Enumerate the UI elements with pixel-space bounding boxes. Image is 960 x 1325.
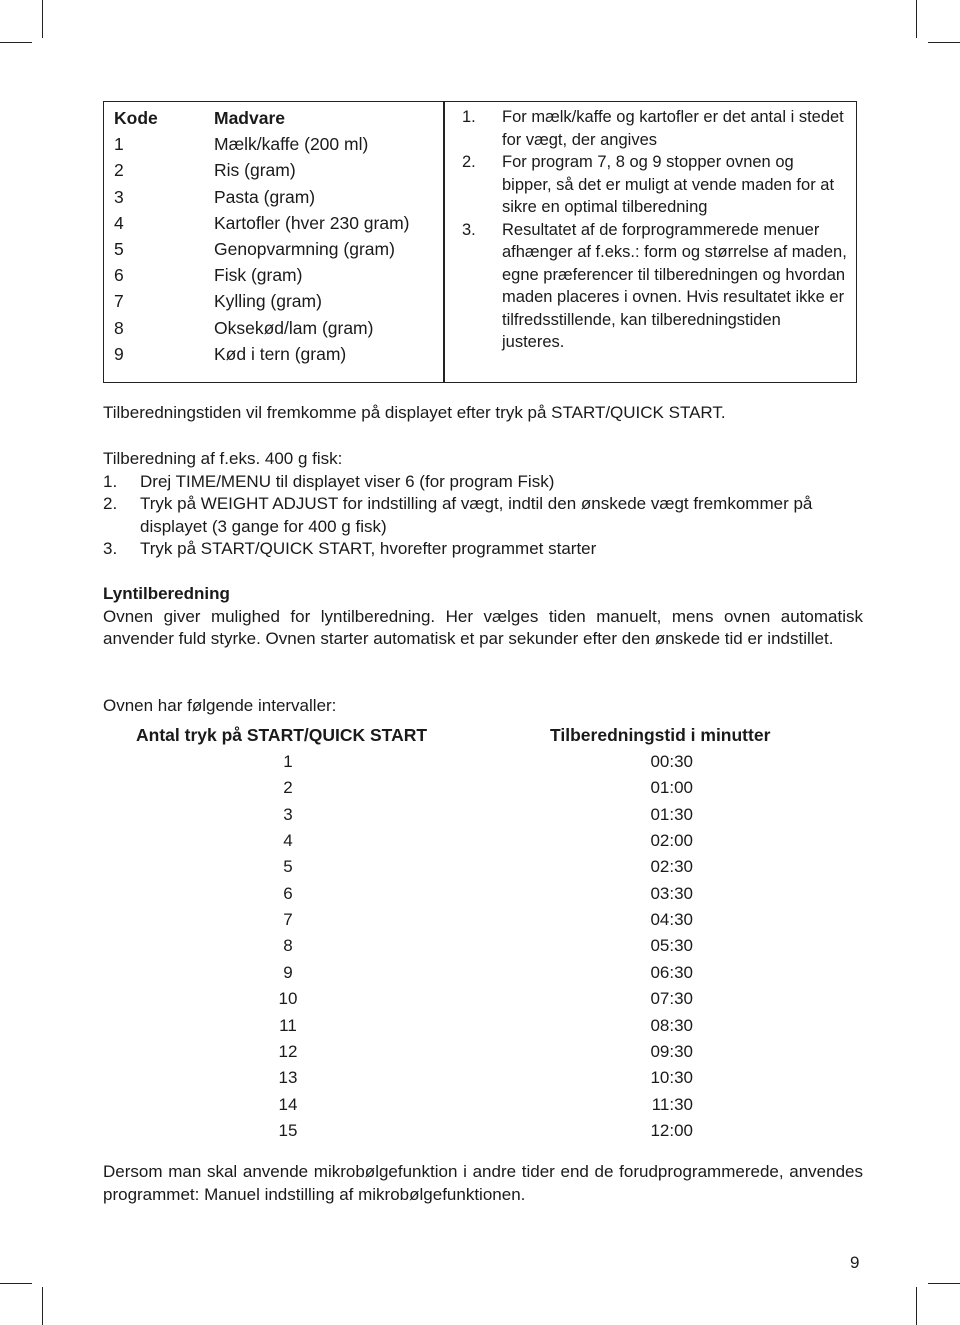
presses-cell: 12 [278, 1041, 298, 1061]
example-section [103, 448, 863, 561]
food-cell: Kartofler (hver 230 gram) [214, 212, 410, 233]
table-row [103, 986, 863, 1012]
table-row [103, 1013, 863, 1039]
time-cell: 04:30 [650, 910, 693, 930]
list-item [103, 538, 863, 561]
time-cell: 07:30 [650, 989, 693, 1009]
table-row [103, 881, 863, 907]
presses-cell: 15 [278, 1120, 298, 1140]
table-row [103, 1039, 863, 1065]
presses-cell: 3 [283, 804, 293, 824]
table-row [114, 288, 434, 314]
code-cell: 3 [114, 186, 124, 207]
table-row [103, 854, 863, 880]
time-cell: 02:30 [650, 857, 693, 877]
display-info [103, 402, 863, 425]
intervals-intro: Ovnen har følgende intervaller: [103, 696, 337, 715]
presses-cell: 8 [283, 936, 293, 956]
table-row [103, 1065, 863, 1091]
presses-cell: 4 [283, 831, 293, 851]
program-codes-table [114, 105, 434, 367]
note-text: For program 7, 8 og 9 stopper ovnen og bipper, så det er muligt at vende maden for at sikre en optimal tilberedning [502, 153, 835, 216]
table-row [114, 157, 434, 183]
food-cell: Genopvarmning (gram) [214, 238, 395, 259]
food-cell: Pasta (gram) [214, 186, 316, 207]
step-text: Tryk på START/QUICK START, hvorefter programmet starter [140, 539, 597, 558]
crop-mark [928, 42, 960, 43]
example-title: Tilberedning af f.eks. 400 g fisk: [103, 449, 343, 468]
crop-mark [42, 0, 43, 38]
note-item [462, 106, 847, 151]
intervals-intro-block [103, 695, 863, 718]
code-cell: 7 [114, 291, 124, 312]
step-number: 3. [103, 539, 118, 558]
time-cell: 10:30 [650, 1068, 693, 1088]
code-cell: 9 [114, 343, 124, 364]
crop-mark [928, 1283, 960, 1284]
time-cell: 02:00 [650, 831, 693, 851]
time-cell: 12:00 [650, 1120, 693, 1140]
crop-mark [0, 1283, 32, 1284]
step-number: 2. [103, 494, 118, 513]
table-row [103, 933, 863, 959]
step-text: Drej TIME/MENU til displayet viser 6 (for program Fisk) [140, 471, 555, 491]
time-cell: 00:30 [650, 752, 693, 771]
note-number: 1. [462, 108, 476, 126]
presses-cell: 7 [283, 910, 293, 930]
note-number: 2. [462, 153, 476, 171]
time-cell: 01:00 [650, 778, 693, 798]
presses-cell: 10 [278, 989, 298, 1009]
quick-section [103, 583, 863, 651]
time-cell: 06:30 [650, 962, 693, 982]
intervals-table [103, 722, 863, 1140]
table-header [103, 722, 863, 748]
table-row [103, 1118, 863, 1144]
header-time: Tilberedningstid i minutter [550, 725, 771, 745]
table-row [103, 907, 863, 933]
food-cell: Kød i tern (gram) [214, 343, 347, 364]
presses-cell: 6 [283, 883, 293, 903]
food-cell: Oksekød/lam (gram) [214, 317, 374, 338]
time-cell: 05:30 [650, 936, 693, 956]
crop-mark [0, 42, 32, 43]
presses-cell: 13 [278, 1068, 298, 1088]
quick-text: Ovnen giver mulighed for lyntilberedning. Her vælges tiden manuelt, mens ovnen automatisk anvender fuld styrke. Ovnen starter automatisk et par sekunder efter den ønskede tid er indstillet. [103, 606, 863, 648]
header-presses: Antal tryk på START/QUICK START [136, 725, 428, 745]
table-row [114, 184, 434, 210]
code-cell: 2 [114, 160, 124, 181]
closing-text: Dersom man skal anvende mikrobølgefunktion i andre tider end de forudprogrammerede, anvendes programmet: Manuel indstilling af mikrobølgefunktionen. [103, 1162, 863, 1204]
step-number: 1. [103, 471, 118, 491]
crop-mark [42, 1287, 43, 1325]
crop-mark [916, 1287, 917, 1325]
time-cell: 01:30 [650, 804, 693, 824]
table-row [114, 131, 434, 157]
table-divider [443, 101, 445, 383]
code-cell: 5 [114, 238, 124, 259]
note-item [462, 151, 847, 219]
crop-mark [916, 0, 917, 38]
table-header [114, 105, 434, 131]
presses-cell: 5 [283, 857, 293, 877]
note-text: Resultatet af de forprogrammerede menuer afhænger af f.eks.: form og størrelse af maden, egne præferencer til tilberedningen og hvordan maden placeres i ovnen. Hvis resultatet ikke er tilfredsstillende, kan tilberedningstiden justeres. [502, 220, 847, 351]
step-text: Tryk på WEIGHT ADJUST for indstilling af vægt, indtil den ønskede vægt fremkommer på displayet (3 gange for 400 g fisk) [140, 494, 813, 536]
header-food: Madvare [214, 108, 286, 128]
display-sentence: Tilberedningstiden vil fremkomme på displayet efter tryk på START/QUICK START. [103, 403, 726, 422]
table-row [103, 828, 863, 854]
time-cell: 11:30 [651, 1094, 693, 1114]
list-item [103, 471, 863, 494]
time-cell: 03:30 [650, 883, 693, 903]
presses-cell: 14 [278, 1094, 298, 1114]
food-cell: Kylling (gram) [214, 291, 322, 312]
closing-block [103, 1161, 863, 1206]
time-cell: 09:30 [650, 1041, 693, 1061]
code-cell: 4 [114, 212, 124, 233]
page-number: 9 [850, 1253, 860, 1272]
table-row [103, 749, 863, 775]
table-row [103, 775, 863, 801]
food-cell: Mælk/kaffe (200 ml) [214, 134, 369, 155]
food-cell: Fisk (gram) [214, 265, 303, 286]
code-cell: 1 [114, 134, 124, 155]
table-row [114, 210, 434, 236]
program-notes [462, 106, 847, 354]
quick-heading: Lyntilberedning [103, 584, 230, 603]
table-row [114, 341, 434, 367]
presses-cell: 1 [283, 752, 293, 771]
code-cell: 6 [114, 265, 124, 286]
table-row [103, 960, 863, 986]
table-row [114, 236, 434, 262]
presses-cell: 2 [283, 778, 293, 798]
table-row [103, 1092, 863, 1118]
table-row [114, 315, 434, 341]
note-item [462, 219, 847, 354]
table-row [114, 262, 434, 288]
list-item [103, 493, 863, 538]
food-cell: Ris (gram) [214, 160, 296, 181]
note-number: 3. [462, 220, 476, 239]
presses-cell: 9 [283, 962, 293, 982]
presses-cell: 11 [279, 1015, 297, 1035]
note-text: For mælk/kaffe og kartofler er det antal i stedet for vægt, der angives [502, 108, 844, 149]
table-row [103, 802, 863, 828]
code-cell: 8 [114, 317, 124, 338]
time-cell: 08:30 [650, 1015, 693, 1035]
header-code: Kode [114, 108, 158, 128]
